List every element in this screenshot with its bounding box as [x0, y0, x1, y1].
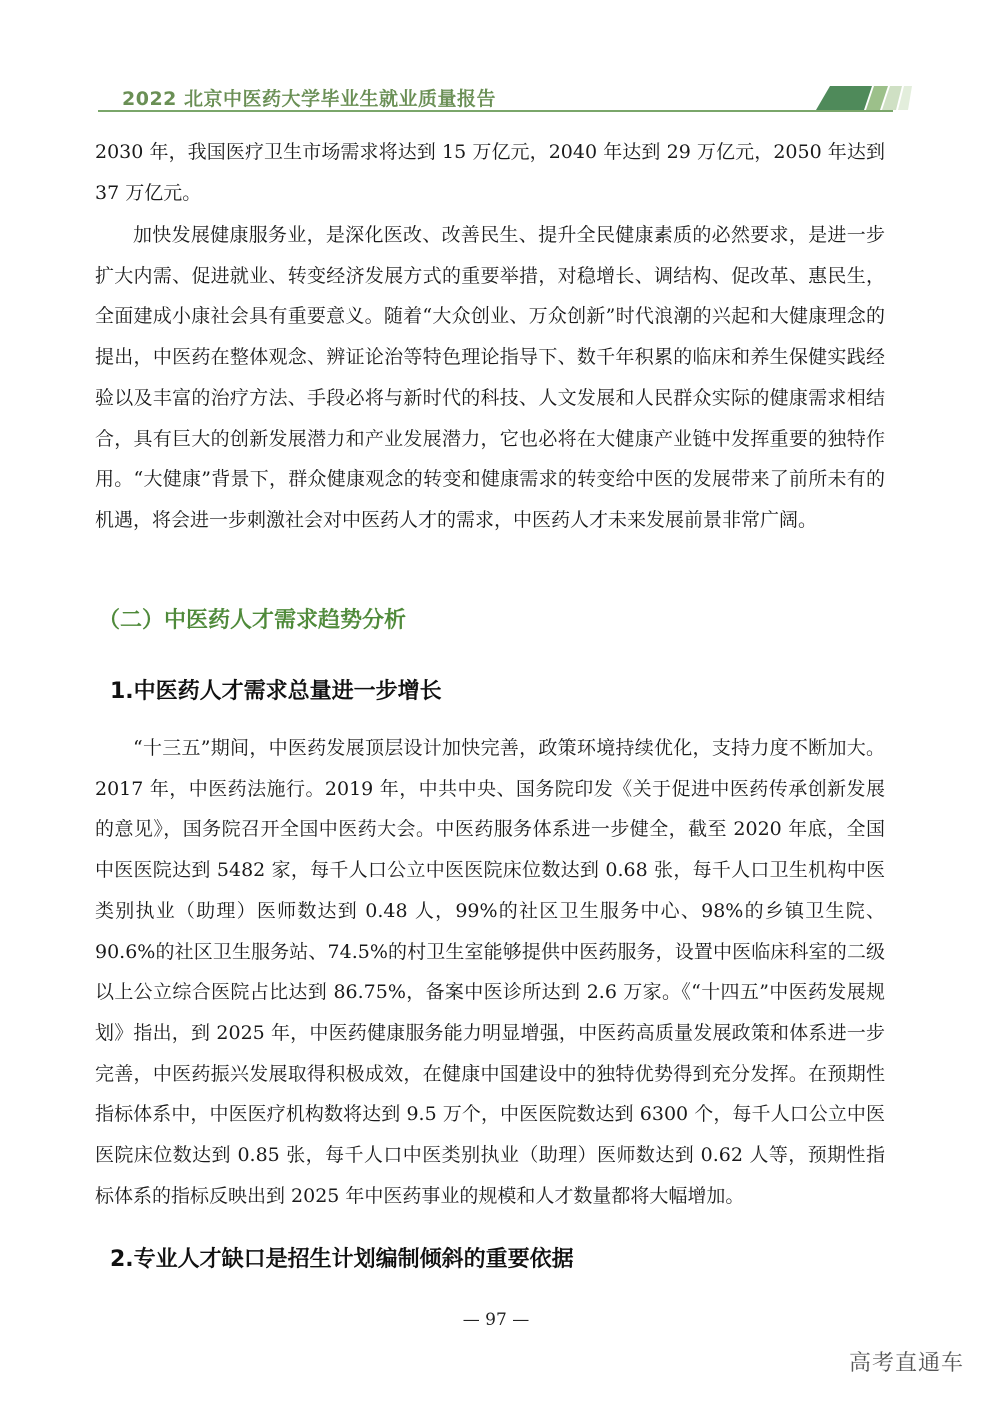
report-title: 2022 北京中医药大学毕业生就业质量报告 [122, 88, 496, 110]
page-header [0, 0, 992, 118]
section-heading: （二）中医药人才需求趋势分析 [98, 608, 407, 633]
watermark-text: 高考直通车 [848, 1351, 964, 1376]
header-rule [98, 110, 893, 112]
body-paragraph: 加快发展健康服务业，是深化医改、改善民生、提升全民健康素质的必然要求，是进一步扩大内需、促进就业、转变经济发展方式的重要举措，对稳增长、调结构、促改革、惠民生，全面建成小康社会具有重要意义。随着“大众创业、万众创新”时代浪潮的兴起和大健康理念的提出，中医药在整体观念、辨证论治等特色理论指导下、数千年积累的临床和养生保健实践经验以及丰富的治疗方法、手段必将与新时代的科技、人文发展和人民群众实际的健康需求相结合，具有巨大的创新发展潜力和产业发展潜力，它也必将在大健康产业链中发挥重要的独特作用。“大健康”背景下，群众健康观念的转变和健康需求的转变给中医的发展带来了前所未有的机遇，将会进一步刺激社会对中医药人才的需求，中医药人才未来发展前景非常广阔。 [95, 224, 885, 531]
subheading-demand-growth: 1.中医药人才需求总量进一步增长 [110, 679, 442, 704]
body-paragraph: 2030 年，我国医疗卫生市场需求将达到 15 万亿元，2040 年达到 29 万亿元，2050 年达到 37 万亿元。 [95, 141, 885, 204]
body-paragraph: “十三五”期间，中医药发展顶层设计加快完善，政策环境持续优化，支持力度不断加大。2017 年，中医药法施行。2019 年，中共中央、国务院印发《关于促进中医药传承创新发展的意见》，国务院召开全国中医药大会。中医药服务体系进一步健全，截至 2020 年底，全国中医医院达到 5482 家，每千人口公立中医医院床位数达到 0.68 张，每千人口卫生机构中医类别执业（助理）医师数达到 0.48 人，99%的社区卫生服务中心、98%的乡镇卫生院、90.6%的社区卫生服务站、74.5%的村卫生室能够提供中医药服务，设置中医临床科室的二级以上公立综合医院占比达到 86.75%，备案中医诊所达到 2.6 万家。《“十四五”中医药发展规划》指出，到 2025 年，中医药健康服务能力明显增强，中医药高质量发展政策和体系进一步完善，中医药振兴发展取得积极成效，在健康中国建设中的独特优势得到充分发挥。在预期性指标体系中，中医医疗机构数将达到 9.5 万个，中医医院数达到 6300 个，每千人口公立中医医院床位数达到 0.85 张，每千人口中医类别执业（助理）医师数达到 0.62 人等，预期性指标体系的指标反映出到 2025 年中医药事业的规模和人才数量都将大幅增加。 [95, 737, 885, 1207]
page-number: — 97 — [462, 1310, 530, 1330]
paragraph-health-service [95, 215, 885, 541]
paragraph-market-demand [95, 132, 885, 213]
subheading-talent-gap: 2.专业人才缺口是招生计划编制倾斜的重要依据 [110, 1247, 574, 1272]
header-decoration [816, 86, 912, 110]
paragraph-policy [95, 728, 885, 1216]
